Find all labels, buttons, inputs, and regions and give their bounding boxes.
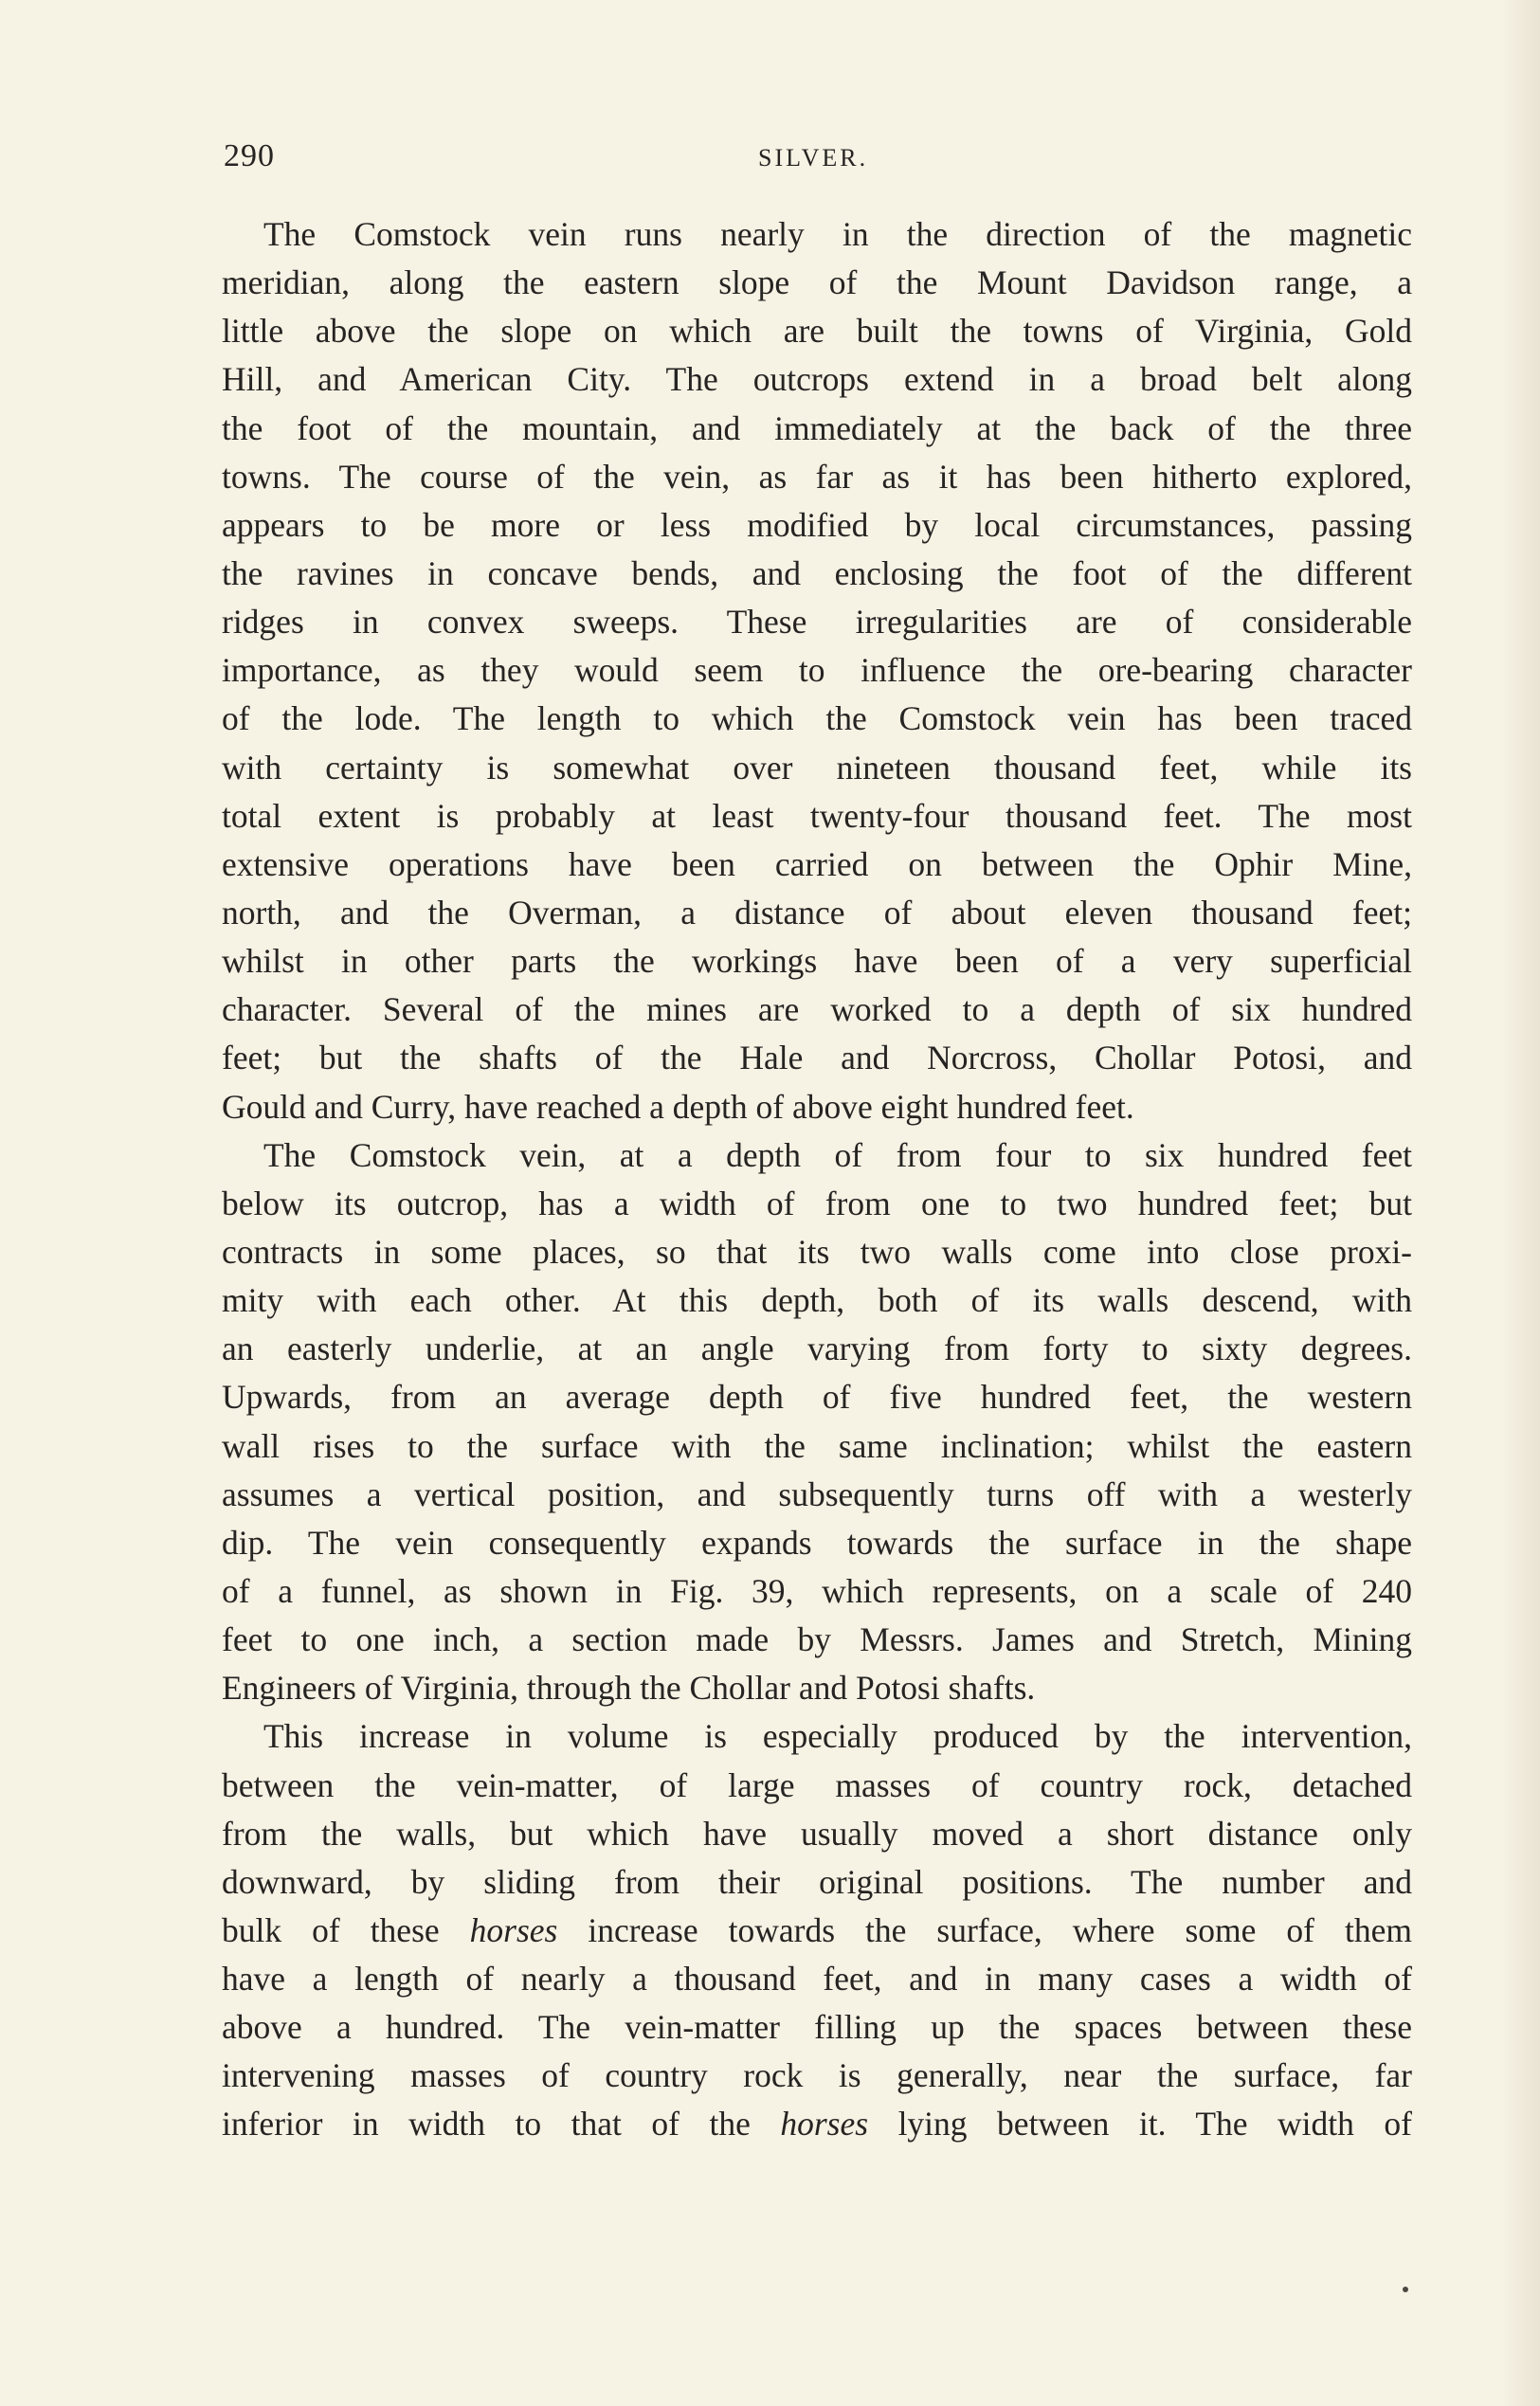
text-line (222, 210, 1412, 259)
text-line (222, 405, 1412, 453)
text-line (222, 453, 1412, 501)
text-line (222, 1034, 1412, 1082)
text-line-content: mity with each other. At this depth, both of its walls descend, with (222, 1281, 1412, 1320)
text-line (222, 1616, 1412, 1664)
text-line (222, 792, 1412, 841)
italic-term: horses (469, 1910, 558, 1949)
text-line (222, 598, 1412, 646)
text-line-content: intervening masses of country rock is generally, near the surface, far (222, 2056, 1412, 2095)
text-line-content: The Comstock vein runs nearly in the direction of the magnetic (263, 215, 1412, 253)
text-line-content: the ravines in concave bends, and enclosing the foot of the different (222, 553, 1412, 592)
text-line-content: assumes a vertical position, and subsequently turns off with a westerly (222, 1474, 1412, 1513)
text-line (222, 1858, 1412, 1907)
text-line-content: This increase in volume is especially produced by the intervention, (263, 1717, 1412, 1756)
text-line (222, 2003, 1412, 2052)
text-line (222, 1131, 1412, 1180)
text-line-content: Engineers of Virginia, through the Chollar and Potosi shafts. (222, 1669, 1036, 1708)
text-line (222, 1083, 1412, 1131)
text-line-content: little above the slope on which are built the towns of Virginia, Gold (222, 312, 1412, 351)
text-line-content: above a hundred. The vein-matter filling up the spaces between these (222, 2008, 1412, 2047)
text-line-content: meridian, along the eastern slope of the Mount Davidson range, a (222, 263, 1412, 302)
text-line (222, 695, 1412, 743)
text-line-content: Upwards, from an average depth of five hundred feet, the western (222, 1378, 1412, 1417)
text-line-content: Gould and Curry, have reached a depth of above eight hundred feet. (222, 1087, 1134, 1126)
text-line-content: ridges in convex sweeps. These irregularities are of considerable (222, 603, 1412, 642)
running-title: SILVER. (758, 144, 869, 172)
text-line (222, 1907, 1412, 1955)
text-line (222, 1422, 1412, 1471)
text-line-content: of a funnel, as shown in Fig. 39, which represents, on a scale of 240 (222, 1571, 1412, 1610)
text-line (222, 1810, 1412, 1858)
text-line-content: the foot of the mountain, and immediately at the back of the three (222, 408, 1412, 447)
text-line-content: an easterly underlie, at an angle varying from forty to sixty degrees. (222, 1330, 1412, 1368)
text-line-content: have a length of nearly a thousand feet, and in many cases a width of (222, 1960, 1412, 1999)
text-line (222, 646, 1412, 695)
text-line-content: downward, by sliding from their original positions. The number and (222, 1862, 1412, 1901)
text-line (222, 889, 1412, 937)
body-text (222, 210, 1412, 2149)
text-line-content: north, and the Overman, a distance of about eleven thousand feet; (222, 893, 1412, 932)
italic-term: horses (780, 2105, 869, 2144)
text-line-content: dip. The vein consequently expands towards the surface in the shape (222, 1523, 1412, 1562)
text-line (222, 1567, 1412, 1616)
text-line-content: with certainty is somewhat over nineteen thousand feet, while its (222, 748, 1412, 787)
text-line (222, 259, 1412, 307)
text-line-content: feet to one inch, a section made by Messrs. James and Stretch, Mining (222, 1620, 1412, 1659)
ink-speck (1403, 2287, 1408, 2292)
text-line-content: importance, as they would seem to influence the ore-bearing character (222, 651, 1412, 690)
text-line (222, 1228, 1412, 1276)
text-line-content: feet; but the shafts of the Hale and Norcross, Chollar Potosi, and (222, 1039, 1412, 1077)
text-line (222, 1664, 1412, 1712)
text-line (222, 355, 1412, 404)
text-line (222, 1955, 1412, 2003)
text-line-content: towns. The course of the vein, as far as it has been hitherto explored, (222, 457, 1412, 496)
text-line (222, 307, 1412, 355)
text-line-content: bulk of these horses increase towards the surface, where some of them (222, 1910, 1412, 1949)
text-line-content: appears to be more or less modified by local circumstances, passing (222, 505, 1412, 544)
text-line-content: The Comstock vein, at a depth of from four to six hundred feet (263, 1135, 1412, 1174)
text-line (222, 1519, 1412, 1567)
text-line-content: below its outcrop, has a width of from one to two hundred feet; but (222, 1184, 1412, 1222)
text-line-content: character. Several of the mines are worked to a depth of six hundred (222, 990, 1412, 1029)
text-line (222, 501, 1412, 550)
page-number: 290 (224, 138, 275, 173)
text-line (222, 1712, 1412, 1761)
text-line (222, 986, 1412, 1034)
text-line (222, 1180, 1412, 1228)
text-line (222, 744, 1412, 792)
text-line-content: between the vein-matter, of large masses of country rock, detached (222, 1765, 1412, 1804)
text-line (222, 2100, 1412, 2148)
text-line-content: extensive operations have been carried on between the Ophir Mine, (222, 844, 1412, 883)
text-line-content: total extent is probably at least twenty-four thousand feet. The most (222, 796, 1412, 835)
text-line-content: wall rises to the surface with the same inclination; whilst the eastern (222, 1426, 1412, 1465)
text-line (222, 1471, 1412, 1519)
running-head (224, 138, 1412, 186)
text-line-content: contracts in some places, so that its two walls come into close proxi- (222, 1232, 1412, 1271)
page-edge-shadow (1502, 0, 1540, 2406)
text-line-content: inferior in width to that of the horses lying between it. The width of (222, 2105, 1412, 2144)
text-line (222, 937, 1412, 986)
text-line-content: Hill, and American City. The outcrops extend in a broad belt along (222, 360, 1412, 399)
text-line (222, 1373, 1412, 1421)
text-line (222, 1276, 1412, 1325)
text-line (222, 1325, 1412, 1373)
text-line-content: of the lode. The length to which the Comstock vein has been traced (222, 699, 1412, 738)
text-line (222, 2052, 1412, 2100)
text-line (222, 1762, 1412, 1810)
text-line-content: whilst in other parts the workings have been of a very superficial (222, 942, 1412, 981)
text-line (222, 550, 1412, 598)
text-line (222, 841, 1412, 889)
text-line-content: from the walls, but which have usually moved a short distance only (222, 1814, 1412, 1853)
